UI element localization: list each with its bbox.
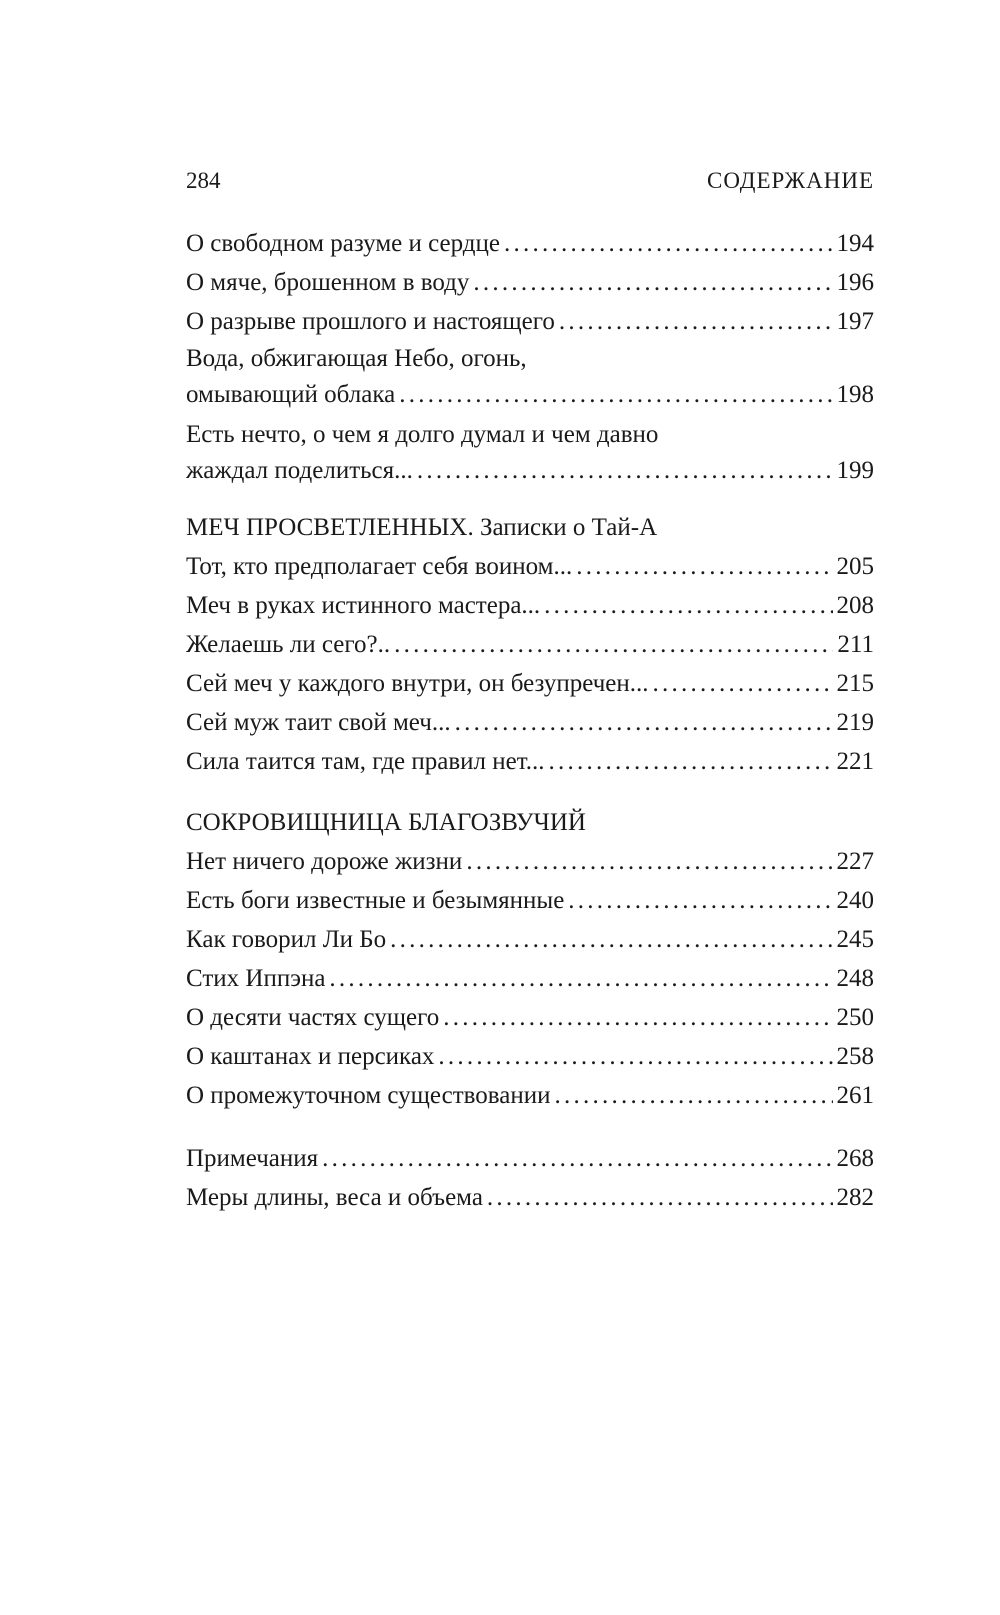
entry-page: 211 [837,631,874,658]
leader-dots [329,959,832,998]
toc-entry[interactable] [186,341,874,413]
toc-entry[interactable] [186,263,874,302]
leader-dots [466,842,832,881]
entry-title: О промежуточном существовании [186,1082,551,1109]
toc-entry[interactable] [186,742,874,781]
leader-dots [555,1076,833,1115]
leader-dots [576,547,832,586]
section-title-text: СОКРОВИЩНИЦА БЛАГОЗВУЧИЙ [186,809,586,836]
entry-title: Сей муж таит свой меч... [186,709,451,736]
toc-entry[interactable] [186,1037,874,1076]
entry-page: 221 [836,748,874,775]
toc-entry[interactable] [186,586,874,625]
entry-title: Меры длины, веса и объема [186,1184,483,1211]
leader-dots [322,1139,832,1178]
toc-entry[interactable] [186,1178,874,1217]
section-title[interactable] [186,508,874,547]
entry-title: омывающий облака [186,381,396,408]
entry-page: 199 [836,457,874,484]
toc-entry[interactable] [186,664,874,703]
leader-dots [473,263,832,302]
entry-page: 250 [836,1004,874,1031]
entry-page: 208 [836,592,874,619]
toc-entry[interactable] [186,417,874,489]
entry-title: жаждал поделиться... [186,457,413,484]
leader-dots [455,703,833,742]
toc-entry[interactable] [186,302,874,341]
toc-entry[interactable] [186,1076,874,1115]
leader-dots [417,453,833,489]
toc-entry[interactable] [186,1139,874,1178]
leader-dots [390,920,832,959]
entry-title: О десяти частях сущего [186,1004,440,1031]
entry-title-line: Есть нечто, о чем я долго думал и чем давно [186,421,659,448]
leader-dots [399,377,832,413]
entry-page: 194 [836,230,874,257]
entry-page: 258 [836,1043,874,1070]
entry-title: Примечания [186,1145,319,1172]
entry-page: 245 [836,926,874,953]
leader-dots [443,998,832,1037]
leader-dots [504,224,832,263]
entry-title: Есть боги известные и безымянные [186,887,565,914]
entry-page: 227 [836,848,874,875]
entry-title: О каштанах и персиках [186,1043,435,1070]
leader-dots [544,586,832,625]
toc-entry[interactable] [186,881,874,920]
entry-page: 215 [836,670,874,697]
toc-entry[interactable] [186,920,874,959]
leader-dots [549,742,833,781]
entry-title: Сей меч у каждого внутри, он безупречен... [186,670,649,697]
entry-title: Тот, кто предполагает себя воином... [186,553,573,580]
entry-page: 240 [836,887,874,914]
page-header [186,164,874,198]
leader-dots [568,881,832,920]
leader-dots [394,625,833,664]
entry-page: 196 [836,269,874,296]
entry-title: Желаешь ли сего?.. [186,631,391,658]
entry-page: 198 [836,381,874,408]
entry-title: Стих Иппэна [186,965,326,992]
toc-entry[interactable] [186,703,874,742]
entry-page: 197 [836,308,874,335]
page-number: 284 [186,168,221,193]
toc-entry[interactable] [186,625,874,664]
entry-title: Сила таится там, где правил нет... [186,748,545,775]
section-subtitle: Записки о Тай-А [479,514,658,541]
entry-title: Нет ничего дороже жизни [186,848,463,875]
entry-page: 205 [836,553,874,580]
toc-entry[interactable] [186,998,874,1037]
leader-dots [653,664,833,703]
entry-page: 248 [836,965,874,992]
running-title: СОДЕРЖАНИЕ [706,168,874,193]
section-title[interactable] [186,803,874,842]
entry-title-line: Вода, обжигающая Небо, огонь, [186,345,527,372]
entry-title: Как говорил Ли Бо [186,926,387,953]
entry-title: Меч в руках истинного мастера... [186,592,541,619]
entry-page: 282 [836,1184,874,1211]
entry-page: 261 [836,1082,874,1109]
leader-dots [438,1037,832,1076]
section-title-text: МЕЧ ПРОСВЕТЛЕННЫХ. [186,514,474,541]
leader-dots [559,302,833,341]
entry-title: О мяче, брошенном в воду [186,269,470,296]
toc-entry[interactable] [186,959,874,998]
toc-entry[interactable] [186,547,874,586]
entry-title: О разрыве прошлого и настоящего [186,308,555,335]
entry-title: О свободном разуме и сердце [186,230,501,257]
toc-entry[interactable] [186,224,874,263]
entry-page: 268 [836,1145,874,1172]
toc-entry[interactable] [186,842,874,881]
leader-dots [487,1178,833,1217]
entry-page: 219 [836,709,874,736]
